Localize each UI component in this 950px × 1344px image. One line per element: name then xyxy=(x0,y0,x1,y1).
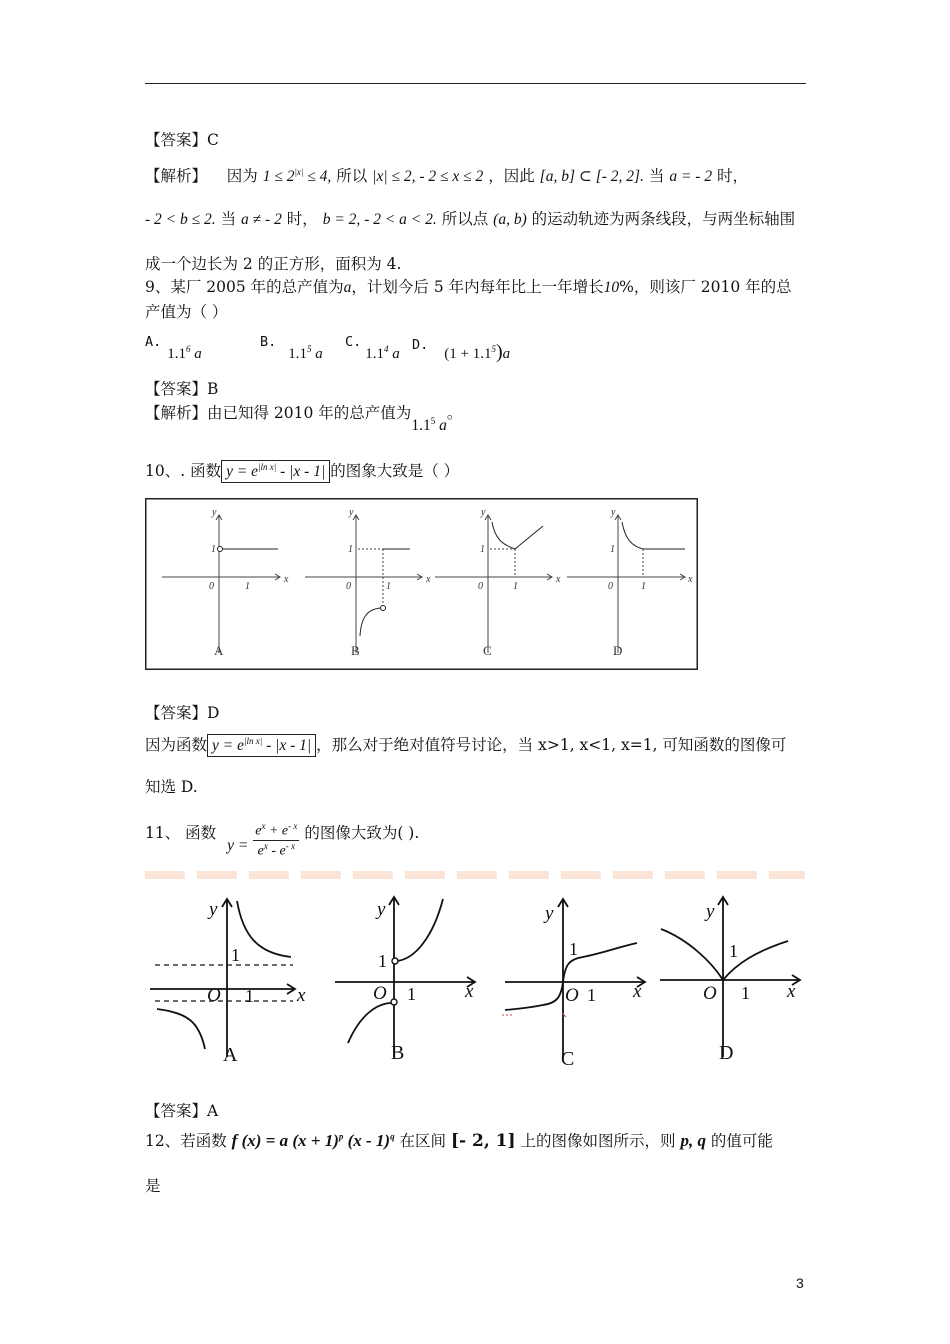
q10-label-c: C xyxy=(483,643,492,658)
q11-graph-d xyxy=(660,897,800,1057)
q10-figure xyxy=(145,498,698,670)
q8-answer: 【答案】C xyxy=(145,131,219,149)
q11-graph-a xyxy=(150,899,295,1057)
q12-function: f (x) = a $(x + 1)^p$ (x - 1)$^q$ xyxy=(231,1131,395,1150)
q10-c-tick-x1: 1 xyxy=(513,581,518,592)
q10-stem: 10、. 函数 $y = e^{|ln x|} - |x - 1|$ 的图象大致是（ ） xyxy=(145,459,459,481)
q11-d-x-label: x xyxy=(787,981,796,1002)
q11-label-d: D xyxy=(719,1042,734,1064)
q10-d-x-label: x xyxy=(688,574,693,585)
q11-a-origin: O xyxy=(207,985,221,1006)
q12-stem-line2: 是 xyxy=(145,1177,161,1195)
q10-function-box-2: $y = e^{|ln x|} - |x - 1|$ xyxy=(207,734,316,757)
q11-d-tick-x1: 1 xyxy=(741,983,750,1003)
q11-b-tick-y1: 1 xyxy=(378,951,387,971)
q11-c-origin: O xyxy=(565,985,579,1006)
q10-graph-a xyxy=(162,515,280,653)
q9-option-b: B.1.1$^5$ a xyxy=(260,334,323,362)
q11-c-x-label: x xyxy=(633,981,642,1002)
q10-d-origin: 0 xyxy=(608,581,613,592)
q10-d-tick-x1: 1 xyxy=(641,581,646,592)
q10-c-origin: 0 xyxy=(478,581,483,592)
q9-analysis: 【解析】由已知得 2010 年的总产值为$1.1^5$ a。 xyxy=(145,404,463,434)
q9-stem-line1: 9、某厂 2005 年的总产值为a，计划今后 5 年内每年比上一年增长10%，则该厂 2010 年的总 xyxy=(145,278,792,296)
q11-label-b: B xyxy=(391,1042,405,1064)
q8-analysis-line3: 成一个边长为 2 的正方形，面积为 4. xyxy=(145,255,402,273)
q10-c-tick-1: 1 xyxy=(480,544,485,555)
page-number: 3 xyxy=(796,1275,804,1291)
q11-d-tick-y1: 1 xyxy=(729,941,738,961)
q10-label-d: D xyxy=(613,643,623,658)
q10-label-b: B xyxy=(351,643,360,658)
q11-fraction: $\frac{e^x + e^{- x}}{e^x - e^{- x}}$ xyxy=(255,821,298,859)
q11-c-y-label: y xyxy=(545,903,554,924)
q10-d-tick-1: 1 xyxy=(610,544,615,555)
q9-option-c: C.1.1$^4$ a xyxy=(345,334,400,362)
q9-answer: 【答案】B xyxy=(145,380,219,398)
q11-label-a: A xyxy=(223,1044,238,1066)
q11-d-y-label: y xyxy=(706,901,715,922)
q10-a-y-label: y xyxy=(212,507,217,518)
q11-label-c: C xyxy=(561,1048,575,1070)
q11-answer: 【答案】A xyxy=(145,1102,219,1120)
q10-a-tick-1: 1 xyxy=(211,544,216,555)
q11-b-y-label: y xyxy=(377,899,386,920)
q10-d-y-label: y xyxy=(611,507,616,518)
q10-label-a: A xyxy=(214,643,224,658)
q10-b-y-label: y xyxy=(349,507,354,518)
q10-explanation-line2: 知选 D. xyxy=(145,778,198,796)
q9-option-d: $D.(1 + 1.1^5)a$ xyxy=(412,337,511,363)
q8-analysis-line2: - 2 < b ≤ 2. 当 a ≠ - 2 时， b = 2, - 2 < a < 2. 所以点 (a, b) 的运动轨迹为两条线段，与两坐标轴围 xyxy=(145,210,796,228)
q10-b-origin: 0 xyxy=(346,581,351,592)
q10-b-tick-1: 1 xyxy=(348,544,353,555)
q10-answer: 【答案】D xyxy=(145,704,220,722)
q11-c-tick-y1: 1 xyxy=(569,939,578,959)
q10-c-x-label: x xyxy=(556,574,561,585)
q10-a-x-label: x xyxy=(284,574,289,585)
q11-b-x-label: x xyxy=(465,981,474,1002)
q11-c-tick-x1: 1 xyxy=(587,985,596,1005)
q10-explanation-line1: 因为函数 $y = e^{|ln x|} - |x - 1|$ ，那么对于绝对值符号讨论，当 x>1, x<1, x=1, 可知函数的图像可 xyxy=(145,733,786,755)
q10-c-y-label: y xyxy=(481,507,486,518)
q11-a-tick-y1: 1 xyxy=(231,945,240,965)
q10-a-origin: 0 xyxy=(209,581,214,592)
q10-function-box: $y = e^{|ln x|} - |x - 1|$ xyxy=(221,460,330,483)
q11-a-x-label: x xyxy=(297,985,306,1006)
header-rule xyxy=(145,83,806,84)
q11-a-tick-x1: 1 xyxy=(245,986,254,1006)
q10-a-tick-x1: 1 xyxy=(245,581,250,592)
q11-graph-c xyxy=(502,899,645,1057)
q11-b-origin: O xyxy=(373,983,387,1004)
q10-b-x-label: x xyxy=(426,574,431,585)
q9-stem-line2: 产值为（ ） xyxy=(145,303,228,321)
q11-a-y-label: y xyxy=(209,899,218,920)
q10-graph-b xyxy=(305,515,422,653)
q11-figure xyxy=(145,885,810,1075)
q11-graph-b xyxy=(335,897,475,1057)
q12-stem-line1: 12、若函数 f (x) = a $(x + 1)^p$ (x - 1)$^q$ 在区间 [- 2, 1] 上的图像如图所示，则 p, q 的值可能 xyxy=(145,1131,773,1151)
q10-graph-d xyxy=(567,515,685,653)
q10-graph-c xyxy=(435,515,552,653)
q8-analysis-line1: 【解析】 因为 $1 \le 2^{|x|} \le 4$, 所以 |x| ≤ 2, - 2 ≤ x ≤ 2 ，因此 [a, b] ⊂ [- 2, 2]. 当 a = - 2 时， xyxy=(145,166,749,185)
q11-faint-band xyxy=(145,871,805,879)
q11-d-origin: O xyxy=(703,983,717,1004)
q10-b-tick-x1: 1 xyxy=(386,581,391,592)
q11-b-tick-x1: 1 xyxy=(407,984,416,1004)
q9-option-a: A.1.1$^6$ a xyxy=(145,334,202,362)
q11-stem: 11、 函数 y = $\frac{e^x + e^{- x}}{e^x - e^{- x}}$ 的图像大致为( ). xyxy=(145,821,420,859)
